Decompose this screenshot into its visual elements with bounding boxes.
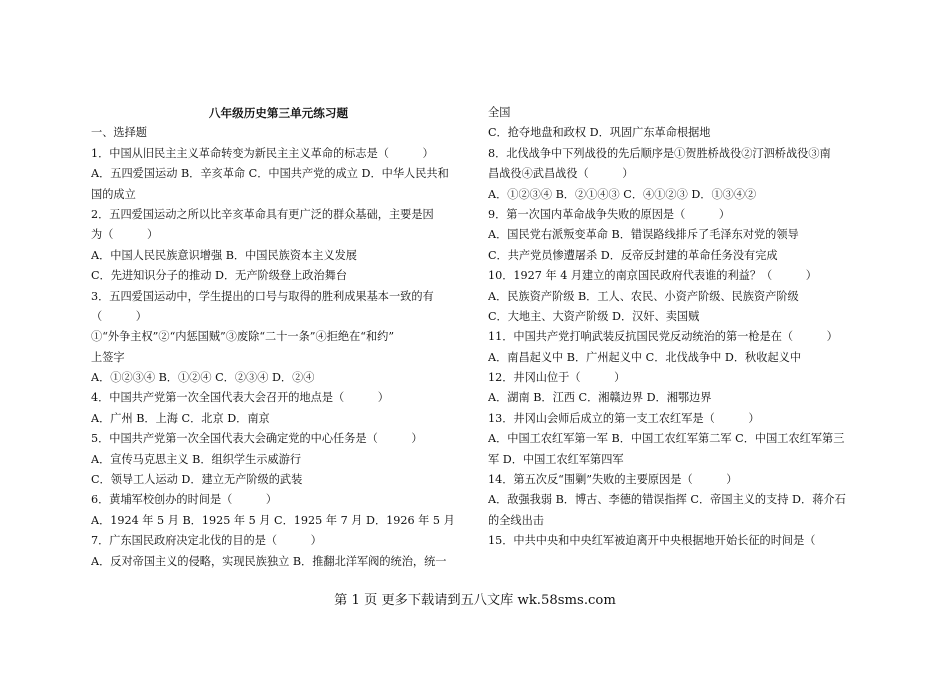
question-7: 7．广东国民政府决定北伐的目的是（ ） [91, 534, 322, 548]
question-9-options-a-b: A．国民党右派叛变革命 B．错误路线排斥了毛泽东对党的领导 [488, 228, 799, 242]
question-3-statements-cont: 上签字 [91, 350, 125, 364]
question-5: 5．中国共产党第一次全国代表大会确定党的中心任务是（ ） [91, 432, 423, 446]
question-1: 1．中国从旧民主主义革命转变为新民主主义革命的标志是（ ） [91, 146, 434, 160]
question-12: 12．井冈山位于（ ） [488, 371, 626, 385]
question-8-options: A．①②③④ B．②①④③ C．④①②③ D．①③④② [488, 187, 757, 201]
question-3-statements: ①“外争主权”②“内惩国贼”③废除“二十一条”④拒绝在“和约” [91, 330, 395, 344]
question-14-options-cont: 的全线出击 [488, 513, 544, 527]
question-2-options-c-d: C．先进知识分子的推动 D．无产阶级登上政治舞台 [91, 269, 348, 283]
question-8: 8．北伐战争中下列战役的先后顺序是①贺胜桥战役②汀泗桥战役③南 [488, 146, 831, 160]
question-1-options-cont: 国的成立 [91, 187, 136, 201]
question-6: 6．黄埔军校创办的时间是（ ） [91, 493, 278, 507]
question-15: 15．中共中央和中央红军被迫离开中央根据地开始长征的时间是（ [488, 534, 816, 548]
question-7-options: A．反对帝国主义的侵略，实现民族独立 B．推翻北洋军阀的统治，统一 [91, 554, 447, 568]
question-7-options-cont: 全国 [488, 106, 511, 119]
question-9: 9．第一次国内革命战争失败的原因是（ ） [488, 207, 731, 221]
question-12-options: A．湖南 B．江西 C．湘赣边界 D．湘鄂边界 [488, 391, 712, 405]
question-11: 11．中国共产党打响武装反抗国民党反动统治的第一枪是在（ ） [488, 330, 838, 344]
question-13: 13．井冈山会师后成立的第一支工农红军是（ ） [488, 411, 760, 425]
question-3-options: A．①②③④ B．①②④ C．②③④ D．②④ [91, 371, 315, 385]
question-8-cont: 昌战役④武昌战役（ ） [488, 167, 634, 181]
question-3: 3．五四爱国运动中，学生提出的口号与取得的胜利成果基本一致的有 [91, 289, 434, 303]
question-1-options: A．五四爱国运动 B．辛亥革命 C．中国共产党的成立 D．中华人民共和 [91, 167, 449, 181]
page-footer: 第 1 页 更多下载请到五八文库 wk.58sms.com [334, 593, 616, 608]
question-4-options: A．广州 B．上海 C．北京 D．南京 [91, 411, 270, 425]
question-2-options-a-b: A．中国人民民族意识增强 B．中国民族资本主义发展 [91, 248, 357, 262]
question-6-options: A．1924 年 5 月 B．1925 年 5 月 C．1925 年 7 月 D．1926 年 5 月 [91, 513, 455, 527]
question-11-options: A．南昌起义中 B．广州起义中 C．北伐战争中 D．秋收起义中 [488, 350, 802, 364]
question-3-cont: （ ） [91, 309, 147, 323]
section-heading: 一、选择题 [91, 126, 147, 140]
question-13-options-cont: 军 D．中国工农红军第四军 [488, 452, 624, 466]
question-5-options-c-d: C．领导工人运动 D．建立无产阶级的武装 [91, 473, 303, 487]
question-9-options-c-d: C．共产党员惨遭屠杀 D．反帝反封建的革命任务没有完成 [488, 248, 778, 262]
question-5-options-a-b: A．宣传马克思主义 B．组织学生示威游行 [91, 452, 302, 466]
question-7-options-c-d: C．抢夺地盘和政权 D．巩固广东革命根据地 [488, 126, 711, 140]
document-title: 八年级历史第三单元练习题 [208, 106, 349, 120]
question-2: 2．五四爱国运动之所以比辛亥革命具有更广泛的群众基础，主要是因 [91, 207, 434, 221]
right-column [488, 103, 866, 552]
question-10: 10．1927 年 4 月建立的南京国民政府代表谁的利益？（ ） [488, 269, 817, 283]
question-10-options-a-b: A．民族资产阶级 B．工人、农民、小资产阶级、民族资产阶级 [488, 289, 799, 303]
left-column [91, 103, 466, 572]
question-4: 4．中国共产党第一次全国代表大会召开的地点是（ ） [91, 391, 389, 405]
question-14: 14．第五次反“围剿”失败的主要原因是（ ） [488, 473, 738, 487]
question-14-options: A．敌强我弱 B．博古、李德的错误指挥 C．帝国主义的支持 D．蒋介石 [488, 493, 846, 507]
question-2-cont: 为（ ） [91, 228, 159, 242]
question-10-options-c-d: C．大地主、大资产阶级 D．汉奸、卖国贼 [488, 309, 700, 323]
question-13-options: A．中国工农红军第一军 B．中国工农红军第二军 C．中国工农红军第三 [488, 432, 845, 446]
